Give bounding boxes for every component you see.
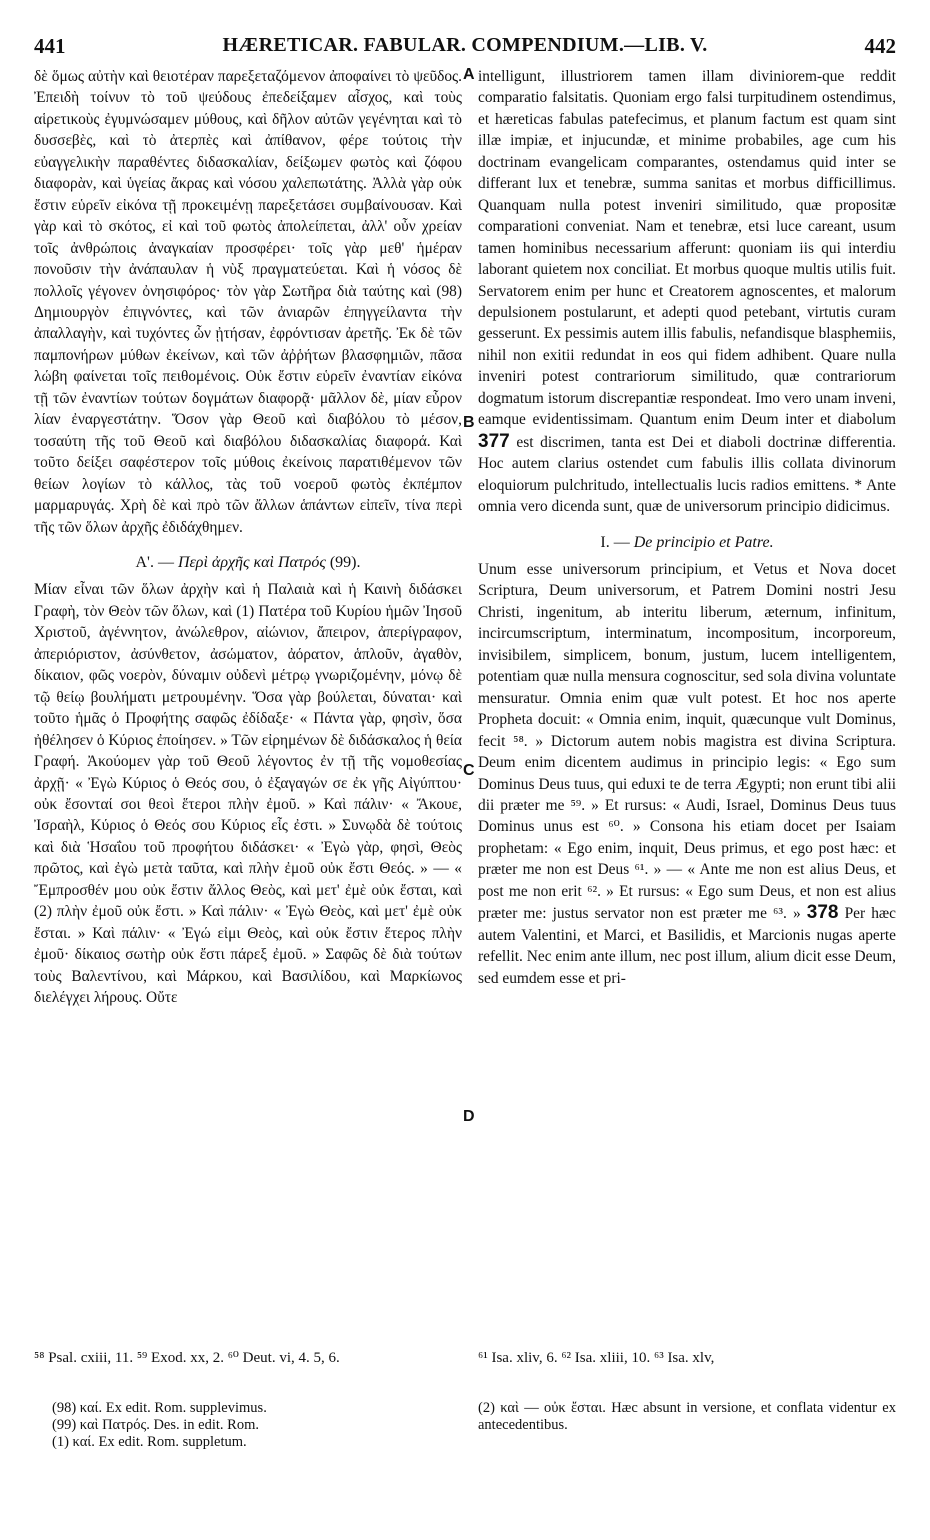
column-number-378: 378 (806, 902, 839, 924)
margin-letter-c: C (463, 762, 475, 779)
variant-note-1: (1) καί. Ex edit. Rom. suppletum. (52, 1434, 247, 1450)
margin-letter-d: D (463, 1108, 475, 1125)
latin-paragraph-2 (478, 559, 896, 989)
margin-letter-b: B (463, 414, 475, 431)
greek-section-note: (99). (329, 553, 361, 571)
greek-section-heading (34, 552, 462, 573)
greek-paragraph-2: Μίαν εἶναι τῶν ὅλων ἀρχὴν καὶ ἡ Παλαιὰ καὶ ἡ Καινὴ διδάσκει Γραφὴ, τὸν Θεὸν τῶν ὅλων, καὶ (1) Πατέρα τοῦ Κυρίου ἡμῶν Ἰησοῦ Χριστοῦ, ἀγέννητον, ἀνώλεθρον, αἰώνιον, ἄπειρον, ἀπερίγραφον, ἀπεριόριστον, ἀσύνθετον, ἀσώματον, ἀόρατον, ἁπλοῦν, ἀγαθὸν, δίκαιον, φῶς νοερὸν, δύναμιν οὐδενὶ μέτρῳ γνωριζομένην, μόνῳ δὲ τῷ θείῳ βουλήματι μετρουμένην. Ὅσα γὰρ βούλεται, δύναται· καὶ τοῦτο ἡμᾶς ὁ Προφήτης σαφῶς ἐδίδαξε· « Πάντα γὰρ, φησὶν, ὅσα ἠθέλησεν ὁ Κύριος ἐποίησεν. » Τῶν εἰρημένων δὲ διδάσκαλος ἡ θεία Γραφή. Ἀκούομεν γὰρ τοῦ Θεοῦ λέγοντος ἐν τῇ τῆς νομοθεσίας ἀρχῇ· « Ἐγὼ Κύριος ὁ Θεός σου, ὁ ἐξαγαγών σε ἐκ γῆς Αἰγύπτου· οὐκ ἔσονταί σοι θεοὶ ἕτεροι πλὴν ἐμοῦ. » Καὶ πάλιν· « Ἄκουε, Ἰσραὴλ, Κύριος ὁ Θεός σου Κύριος εἷς ἐστι. » Συνῳδὰ δὲ τούτοις καὶ διὰ Ἡσαΐου τοῦ προφήτου διδάσκει· « Ἐγὼ γὰρ, φησὶ, Θεὸς πρῶτος, καὶ ἐγὼ μετὰ ταῦτα, καὶ πλὴν ἐμοῦ οὐκ ἔστι Θεός. » — « Ἔμπροσθέν μου οὐκ ἔστιν ἄλλος Θεὸς, καὶ μετ' ἐμὲ οὐκ ἔσται, καὶ (2) πλὴν ἐμοῦ οὐκ ἔστι. » Καὶ πάλιν· « Ἐγὼ Θεὸς, καὶ μετ' ἐμὲ οὐκ ἔσται. » Καὶ πάλιν· « Ἐγώ εἰμι Θεὸς, καὶ οὐκ ἔστιν ἕτερος πλὴν ἐμοῦ· δίκαιος σωτὴρ οὐκ ἔστι πάρεξ ἐμοῦ. » Σαφῶς δὲ διὰ τούτων τοὺς Βαλεντίνου, καὶ Μάρκου, καὶ Βασιλίδου, καὶ Μαρκίωνος διελέγχει λήρους. Οὔτε (34, 581, 462, 1007)
latin-paragraph-1b: est discrimen, tanta est Dei et diaboli doctrinæ differentia. Hoc autem clarius ostendet cum fabulis illis collata divinorum eloquiorum pulchritudo, intellectualis lucis radios emittens. * Ante omnia vero dicenda sunt, quæ de universorum principio didicimus. (478, 433, 897, 516)
latin-paragraph-2b: Per hæc autem Valentini, et Marci, et Basilidis, et Marcionis nugas aperte refellit. Nec enim ante illum, nec post illum, alium dicit esse Deum, sed eumdem esse et pri- (478, 905, 896, 987)
footnote-references-left: ⁵⁸ Psal. cxiii, 11. ⁵⁹ Exod. xx, 2. ⁶⁰ Deut. vi, 4. 5, 6. (34, 1350, 340, 1366)
running-title: HÆRETICAR. FABULAR. COMPENDIUM.—LIB. V. (222, 34, 708, 56)
margin-letter-a: A (463, 66, 475, 83)
greek-column (34, 66, 462, 1008)
variant-note-2: (2) καὶ — οὐκ ἔσται. Hæc absunt in versione, et conflata videntur ex antecedentibus. (478, 1400, 896, 1433)
variant-note-98: (98) καί. Ex edit. Rom. supplevimus. (52, 1400, 267, 1416)
latin-section-title: De principio et Patre. (633, 533, 774, 551)
latin-section-number: I. — (600, 533, 630, 551)
variant-notes-left (52, 1400, 462, 1451)
latin-column (478, 66, 896, 989)
greek-section-number: Α'. — (135, 553, 174, 571)
latin-paragraph-1 (478, 66, 896, 518)
greek-section-title: Περὶ ἀρχῆς καὶ Πατρός (177, 553, 326, 571)
page-number-left: 441 (34, 34, 66, 58)
page-number-right: 442 (864, 34, 896, 58)
latin-section-heading (478, 532, 896, 553)
page-header (34, 34, 896, 62)
latin-paragraph-2a: Unum esse universorum principium, et Vetus et Nova docet Scriptura, Deum universorum, et Patrem Domini nostri Jesu Christi, ingenitum, ab interitu liberum, æternum, infinitum, incircumscriptum, interminatum, incompositum, incorporeum, invisibilem, simplicem, bonum, justum, lucem intelligentem, potentiam quæ nulla mensura cognoscitur, sed sola divina voluntate mensuratur. Omnia enim quæ vult potest. Et hoc nos aperte Propheta docuit: « Omnia enim, inquit, quæcunque vult Dominus, fecit ⁵⁸. » Dictorum autem nobis magistra est divina Scriptura. Deum enim dicentem audimus in principio legis: « Ego sum Dominus Deus tuus, qui eduxi te de terra Ægypti; non erunt tibi alii dii præter me ⁵⁹. » Et rursus: « Audi, Israel, Dominus Deus tuus Dominus unus est ⁶⁰. » Consona his etiam docet per Isaiam prophetam: « Ego enim, inquit, Deus primus, et ego post hæc: et præter me non est Deus ⁶¹. » — « Ante me non est alius Deus, et post me non erit ⁶². » Et rursus: « Ego sum Deus, et non est alius præter me: justus servator non est præter me ⁶³. » (478, 560, 896, 923)
variant-note-99: (99) καὶ Πατρός. Des. in edit. Rom. (52, 1417, 259, 1433)
latin-paragraph-1a: intelligunt, illustriorem tamen illam diviniorem-que reddit comparatio falsitatis. Quoniam ergo falsi turpitudinem ostendimus, et hæreticas fabulas patefecimus, et planum factum est quam sint illæ impiæ, et injucundæ, et minime probabiles, age cum his doctrinam evangelicam comparantes, ostendamus quid inter se differant lux et tenebræ, summa sanitas et morbus difficillimus. Quanquam nulla potest inveniri similitudo, quæ propositæ comparationi conveniat. Nam et tenebræ, etsi luce careant, usum tamen hominibus necessarium afferunt: quoniam iis qui interdiu laborant quietem nox conciliat. Et morbus quoque multis utilis fuit. Servatorem enim per hunc et Creatorem agnoscentes, et malorum depulsionem postularunt, et adepti quod petebant, virtutis curam gesserunt. Ex pessimis autem illis fabulis, nefandisque blasphemiis, nihil non exitii redundat in eos qui fidem adhibent. Quare nulla inveniri potest contrariorum similitudo, quæ contrariorum dogmatum istorum discrepantiæ respondeat. Imo vero unam inveni, eamque evidentissimam. Quantum enim Deum inter et diabolum (478, 68, 896, 429)
greek-paragraph-1: δὲ ὅμως αὐτὴν καὶ θειοτέραν παρεξεταζόμενον ἀποφαίνει τὸ ψεῦδος. Ἐπειδὴ τοίνυν τὸ τοῦ ψεύδους ἐπεδείξαμεν αἶσχος, καὶ τοὺς αἱρετικοὺς ἐγυμνώσαμεν μύθους, καὶ δῆλον αὐτῶν γεγένηται καὶ τὸ δυσσεβὲς, καὶ τὸ ἀτερπὲς καὶ ἀπίθανον, φέρε τούτοις τὴν εὐαγγελικὴν παραθέντες διδασκαλίαν, δείξωμεν φωτὸς καὶ ζόφου διαφορὰν, καὶ ὑγείας ἄκρας καὶ νόσου χαλεπωτάτης. Ἀλλὰ γὰρ οὐκ ἔστιν εὑρεῖν εἰκόνα τῇ προκειμένῃ παρεξετάσει συμβαίνουσαν. Καὶ γὰρ καὶ τὸ σκότος, εἰ καὶ τοῦ φωτὸς ἀπολείπεται, ἀλλ' οὖν χρείαν τοῖς ἀνθρώποις ἀναγκαίαν προσφέρει· τοῖς γὰρ μεθ' ἡμέραν πονοῦσιν τὴν ἀνάπαυλαν ἡ νὺξ πραγματεύεται. Καὶ ἡ νόσος δὲ πολλοῖς γέγονεν ὀνησιφόρος· τὸν γὰρ Σωτῆρα διὰ ταύτης καὶ (98) Δημιουργὸν ἐπιγνόντες, καὶ τῶν ἀνιαρῶν ἐπηγγείλαντα τὴν ἀπαλλαγὴν, καὶ τυχόντες ὧν ᾐτήσαν, ἐφρόντισαν ἀρετῆς. Ἐκ δὲ τῶν παμπονήρων μύθων ἐκείνων, καὶ τῶν ἀῤῥήτων βλασφημιῶν, πᾶσα λώβη φαίνεται τοῖς πειθομένοις. Οὐκ ἔστιν εὑρεῖν ἐναντίαν εἰκόνα τῇ τῶν ἐναντίων τούτων δογμάτων διαφορᾷ· μᾶλλον δὲ, μίαν εὗρον λίαν ἐναργεστάτην. Ὅσον γὰρ Θεοῦ καὶ διαβόλου τὸ μέσον, τοσαύτη τῆς τοῦ Θεοῦ καὶ διαβόλου διδασκαλίας διαφορά. Καὶ τοῦτο δείξει σαφέστερον τοῖς μύθοις ἐκείνοις παρατιθέμενον τῶν θείων λογίων τὸ κάλλος, τὰς τοῦ νοεροῦ φωτὸς ἐκπέμπον μαρμαρυγάς. Χρὴ δὲ καὶ πρὸ τῶν ἄλλων ἁπάντων εἰπεῖν, τίνα περὶ τῆς τῶν ὅλων ἀρχῆς ἐδιδάχθημεν. (34, 68, 462, 536)
column-number-377: 377 (478, 430, 510, 452)
footnote-references-right: ⁶¹ Isa. xliv, 6. ⁶² Isa. xliii, 10. ⁶³ Isa. xlv, (478, 1350, 715, 1366)
